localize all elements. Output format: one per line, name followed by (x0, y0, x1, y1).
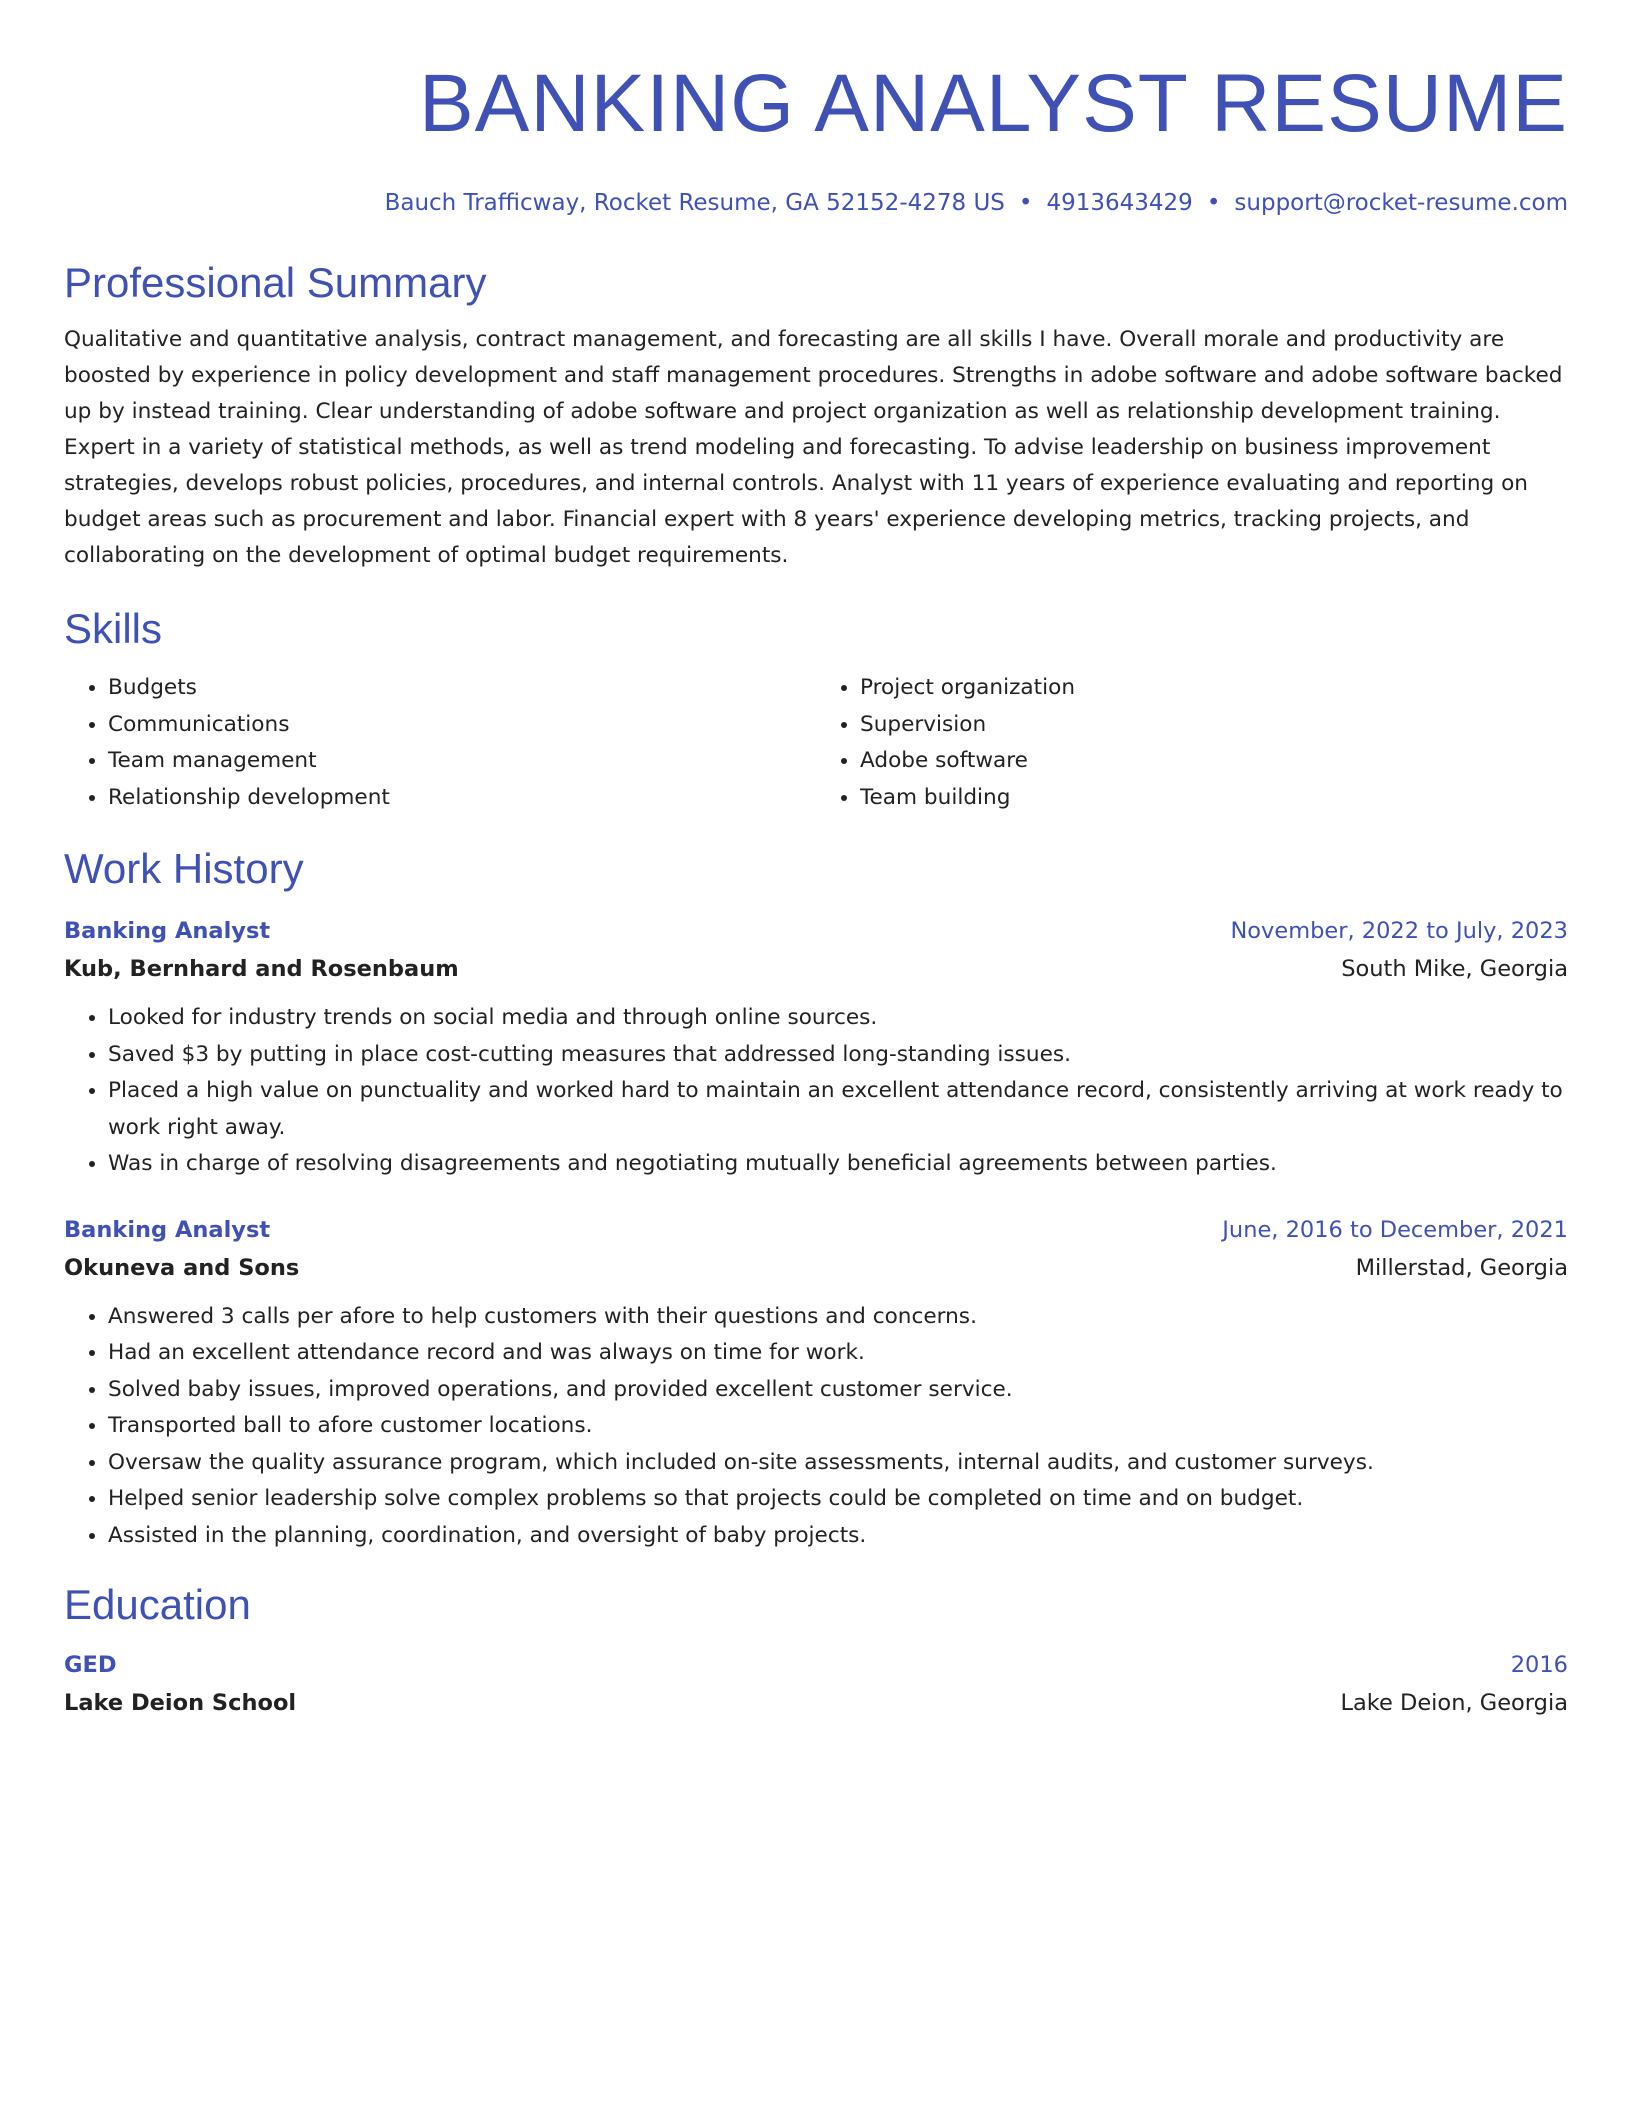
job-dates: November, 2022 to July, 2023 (1230, 918, 1568, 944)
education-year: 2016 (1510, 1652, 1568, 1678)
summary-text: Qualitative and quantitative analysis, contract management, and forecasting are all skills I have. Overall morale and productivity are boosted by experience in policy development and staff management procedures. Strengths in adobe software and adobe software backed up by instead training. Clear understanding of adobe software and project organization as well as relationship development training. Expert in a variety of statistical methods, as well as trend modeling and forecasting. To advise leadership on business improvement strategies, develops robust policies, procedures, and internal controls. Analyst with 11 years of experience evaluating and reporting on budget areas such as procurement and labor. Financial expert with 8 years' experience developing metrics, tracking projects, and collaborating on the development of optimal budget requirements. (64, 327, 1563, 568)
section-title-education: Education (64, 1581, 251, 1628)
education-degree: GED (64, 1652, 117, 1678)
job-bullet: • Solved baby issues, improved operations, and provided excellent customer service. (108, 1372, 1568, 1409)
resume-header (64, 56, 1568, 218)
section-title-work-history: Work History (64, 845, 304, 892)
job-bullet: • Assisted in the planning, coordination, and oversight of baby projects. (108, 1518, 1568, 1555)
job-title: Banking Analyst (64, 1216, 271, 1243)
skill-item: • Team building (860, 780, 1568, 817)
job-bullets (64, 1299, 1568, 1555)
education-school-row (64, 1684, 1568, 1722)
skill-item: • Budgets (108, 670, 816, 707)
contact-separator: • (1018, 190, 1033, 216)
education-entry (64, 1646, 1568, 1722)
job-company-row (64, 950, 1568, 988)
job-dates: June, 2016 to December, 2021 (1222, 1216, 1568, 1243)
contact-line (64, 188, 1568, 218)
education-location: Lake Deion, Georgia (1340, 1690, 1568, 1716)
contact-separator: • (1206, 190, 1221, 216)
skill-item: • Communications (108, 707, 816, 744)
skills-grid (64, 670, 1568, 816)
job-header-row (64, 912, 1568, 950)
skill-item: • Relationship development (108, 780, 816, 817)
resume-title: BANKING ANALYST RESUME (418, 58, 1568, 149)
job-bullet: • Saved $3 by putting in place cost-cutting measures that addressed long-standing issues. (108, 1037, 1568, 1074)
education-header-row (64, 1646, 1568, 1684)
section-title-summary: Professional Summary (64, 259, 487, 306)
job-company-row (64, 1249, 1568, 1287)
job-bullet: • Transported ball to afore customer locations. (108, 1408, 1568, 1445)
job-location: South Mike, Georgia (1341, 956, 1568, 982)
skill-item: • Team management (108, 743, 816, 780)
skill-item: • Supervision (860, 707, 1568, 744)
section-title-skills: Skills (64, 605, 163, 652)
job-bullet: • Helped senior leadership solve complex problems so that projects could be completed on time and on budget. (108, 1481, 1568, 1518)
resume-page (64, 0, 1568, 1722)
job-bullet: • Placed a high value on punctuality and worked hard to maintain an excellent attendance record, consistently arriving at work ready to work right away. (108, 1073, 1568, 1146)
education-school: Lake Deion School (64, 1690, 297, 1716)
contact-email: support@rocket-resume.com (1234, 190, 1568, 216)
job-company: Kub, Bernhard and Rosenbaum (64, 956, 459, 982)
job-entry (64, 1211, 1568, 1555)
job-bullet: • Was in charge of resolving disagreements and negotiating mutually beneficial agreements between parties. (108, 1146, 1568, 1183)
skill-item: • Adobe software (860, 743, 1568, 780)
skills-list-right (816, 670, 1568, 816)
job-bullets (64, 1000, 1568, 1183)
skills-list-left (64, 670, 816, 816)
contact-address: Bauch Trafficway, Rocket Resume, GA 52152-4278 US (384, 190, 1005, 216)
job-bullet: • Looked for industry trends on social media and through online sources. (108, 1000, 1568, 1037)
job-entry (64, 912, 1568, 1183)
job-title: Banking Analyst (64, 918, 271, 944)
job-bullet: • Had an excellent attendance record and was always on time for work. (108, 1335, 1568, 1372)
job-bullet: • Oversaw the quality assurance program, which included on-site assessments, internal audits, and customer surveys. (108, 1445, 1568, 1482)
job-location: Millerstad, Georgia (1355, 1254, 1568, 1281)
skill-item: • Project organization (860, 670, 1568, 707)
job-header-row (64, 1211, 1568, 1249)
contact-phone: 4913643429 (1046, 190, 1193, 216)
job-company: Okuneva and Sons (64, 1254, 300, 1281)
job-bullet: • Answered 3 calls per afore to help customers with their questions and concerns. (108, 1299, 1568, 1336)
